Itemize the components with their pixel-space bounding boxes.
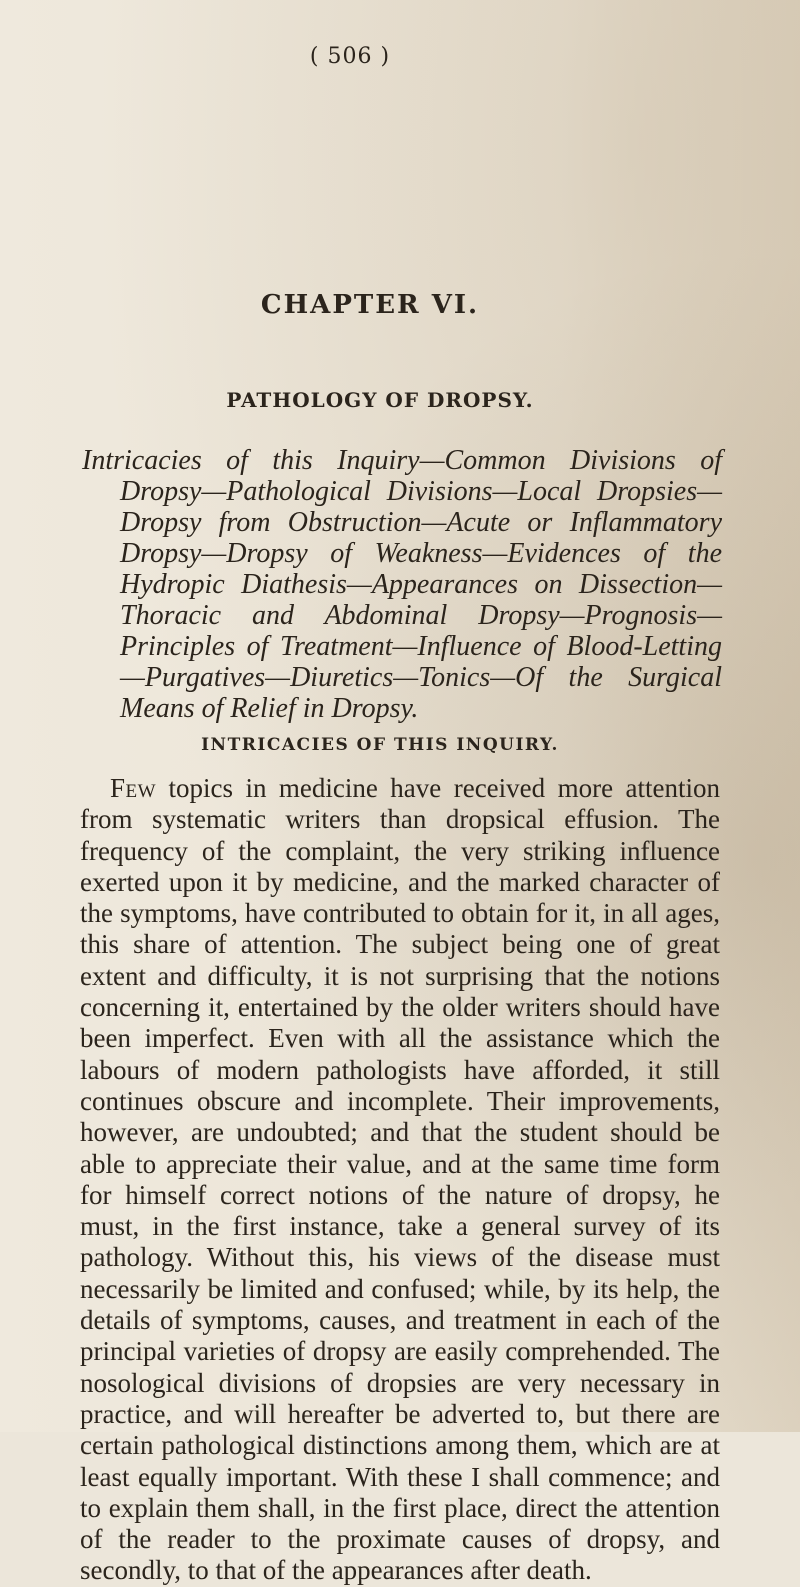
chapter-synopsis: Intricacies of this Inquiry—Common Divisions of Dropsy—Pathological Divisions—Local Dropsies—Dropsy from Obstruction—Acute or Inflammatory Dropsy—Dropsy of Weakness—Evidences of the Hydropic Diathesis—Appearances on Dissection—Thoracic and Abdominal Dropsy—Prognosis—Principles of Treatment—Influence of Blood-Letting—Purgatives—Diuretics—Tonics—Of the Surgical Means of Relief in Dropsy. (82, 445, 722, 724)
chapter-subject: PATHOLOGY OF DROPSY. (226, 388, 534, 412)
opening-word: Few (110, 773, 157, 803)
section-heading: INTRICACIES OF THIS INQUIRY. (201, 735, 559, 755)
body-paragraph (80, 773, 720, 1587)
page-number: ( 506 ) (309, 44, 391, 69)
body-paragraph-text: topics in medicine have received more attention from systematic writers than dropsical effusion. The frequency of the complaint, the very striking influence exerted upon it by medicine, and the marked character of the symptoms, have contributed to obtain for it, in all ages, this share of attention. The subject being one of great extent and difficulty, it is not surprising that the notions concerning it, entertained by the older writers should have been imperfect. Even with all the assistance which the labours of modern pathologists have afforded, it still continues obscure and incomplete. Their improvements, however, are undoubted; and that the student should be able to appreciate their value, and at the same time form for himself correct notions of the nature of dropsy, he must, in the first instance, take a general survey of its pathology. Without this, his views of the disease must necessarily be limited and confused; while, by its help, the details of symptoms, causes, and treatment in each of the principal varieties of dropsy are easily comprehended. The nosological divisions of dropsies are very necessary in practice, and will hereafter be adverted to, but there are certain pathological distinctions among them, which are at least equally important. With these I shall commence; and to explain them shall, in the first place, direct the attention of the reader to the proximate causes of dropsy, and secondly, to that of the appearances after death. (80, 773, 720, 1586)
chapter-title: CHAPTER VI. (260, 290, 480, 320)
